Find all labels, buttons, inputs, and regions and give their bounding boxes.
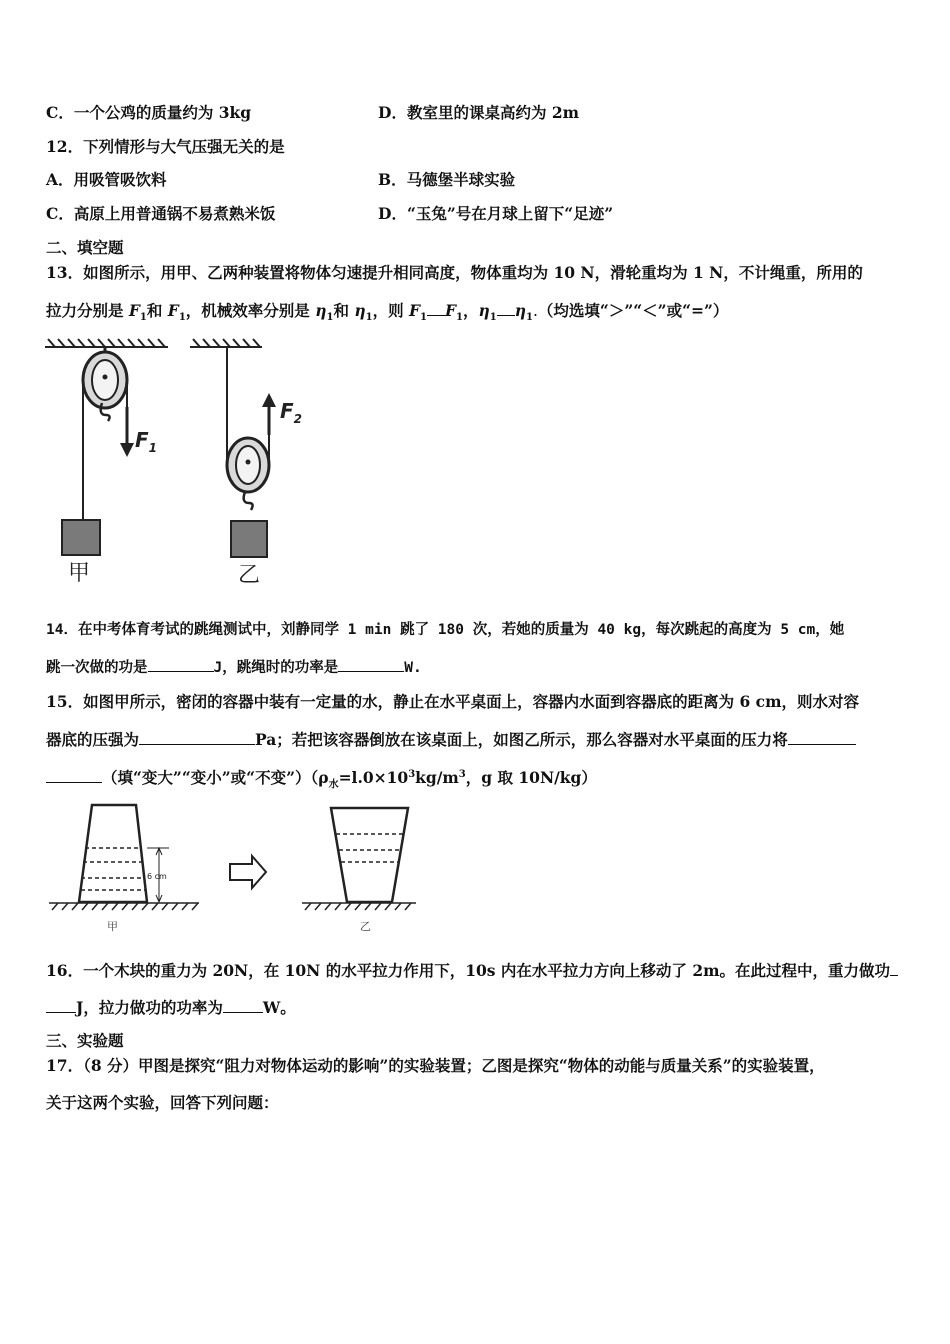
ceiling-right <box>190 339 262 347</box>
q15-line1: 15．如图甲所示，密闭的容器中装有一定量的水，静止在水平桌面上，容器内水面到容器底的距离为 6 cm，则水对容 <box>46 692 859 711</box>
q13-line2: 拉力分别是 $F_1$和 $F_1$，机械效率分别是 $\eta_1$和 $\eta_1$，则 $F_1$ $F_1$，$\eta_1$ $\eta_1$.（均选填“＞”“＜”或“=”） <box>46 301 729 324</box>
q16-line1: 16．一个木块的重力为 20N，在 10N 的水平拉力作用下，10s 内在水平拉力方向上移动了 2m。在此过程中，重力做功 <box>46 960 898 981</box>
q12-option-d: D．“玉兔”号在月球上留下“足迹” <box>378 204 614 223</box>
f2-label: $F_2$ <box>280 399 303 426</box>
q14-blank-power[interactable] <box>338 656 404 672</box>
force-arrow-f2 <box>262 393 302 435</box>
q14-line2: 跳一次做的功是 J，跳绳时的功率是 W. <box>46 656 422 678</box>
height-dimension <box>147 848 169 902</box>
force-arrow-f1 <box>120 407 157 457</box>
section-fill-blank-heading: 二、填空题 <box>46 238 124 257</box>
q12-option-c: C．高原上用普通锅不易煮熟米饭 <box>46 204 276 223</box>
fixed-pulley <box>83 347 127 520</box>
fig-label-jia: 甲 <box>68 561 91 586</box>
weight-block-right <box>231 521 267 557</box>
q12-option-a: A．用吸管吸饮料 <box>46 170 167 189</box>
ceiling-left <box>45 339 168 347</box>
q16-blank-power[interactable] <box>223 997 263 1013</box>
container-inverted <box>331 808 408 902</box>
q15-container-figure <box>44 800 424 935</box>
q11-option-d: D．教室里的课桌高约为 2m <box>378 103 580 122</box>
q12-option-b: B．马德堡半球实验 <box>378 170 516 189</box>
q12-stem: 12．下列情形与大气压强无关的是 <box>46 137 285 156</box>
dim-label: 6 cm <box>147 872 167 881</box>
fig-label-jia: 甲 <box>107 920 118 933</box>
weight-block-left <box>62 520 100 555</box>
q16-line2: J，拉力做功的功率为 W。 <box>46 997 296 1018</box>
q15-blank-pressure[interactable] <box>139 729 255 745</box>
q13-line1: 13．如图所示，用甲、乙两种装置将物体匀速提升相同高度，物体重均为 10 N，滑轮重均为 1 N，不计绳重，所用的 <box>46 263 863 282</box>
fig-label-yi: 乙 <box>238 563 261 588</box>
q16-blank-gravity-b[interactable] <box>46 997 76 1013</box>
ground-right <box>302 903 416 910</box>
f1-label: $F_1$ <box>135 428 158 455</box>
q17-line2: 关于这两个实验，回答下列问题： <box>46 1093 279 1112</box>
q15-blank-force-b[interactable] <box>46 767 102 783</box>
q16-blank-gravity-a[interactable] <box>890 960 898 976</box>
q15-line3: （填“变大”“变小”或“不变$”)(\rho_水=l.0\times 10^3kg/m^3$，g 取 10N/kg） <box>46 765 597 795</box>
q15-line2: 器底的压强为 Pa；若把该容器倒放在该桌面上，如图乙所示，那么容器对水平桌面的压力将 <box>46 729 856 750</box>
section-experiment-heading: 三、实验题 <box>46 1031 124 1050</box>
q11-option-c: C．一个公鸡的质量约为 3kg <box>46 103 252 122</box>
fig-label-yi: 乙 <box>360 920 371 933</box>
ground-left <box>49 903 199 910</box>
q15-blank-force-a[interactable] <box>788 729 856 745</box>
movable-pulley <box>227 347 269 510</box>
q17-line1: 17．（8 分）甲图是探究“阻力对物体运动的影响”的实验装置；乙图是探究“物体的动能与质量关系”的实验装置， <box>46 1056 825 1075</box>
q13-blank-2[interactable] <box>497 300 515 316</box>
q14-blank-work[interactable] <box>148 656 214 672</box>
q13-blank-1[interactable] <box>427 300 445 316</box>
container-upright <box>79 805 147 902</box>
q13-pulley-figure <box>40 335 330 590</box>
transform-arrow-icon <box>230 856 266 888</box>
q14-line1: 14．在中考体育考试的跳绳测试中，刘静同学 1 min 跳了 180 次，若她的质量为 40 kg，每次跳起的高度为 5 cm，她 <box>46 622 845 638</box>
